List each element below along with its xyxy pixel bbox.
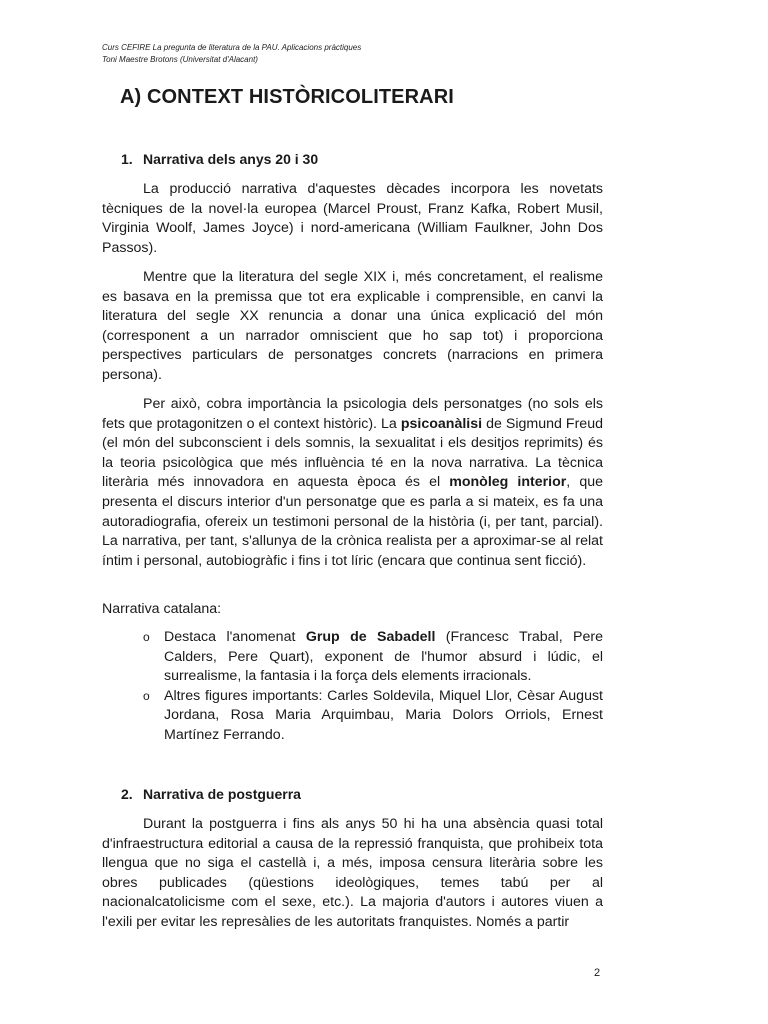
p3-text-a: Per això, cobra importància la psicologia dels personatges (no sols els fets que protagonitzen o el context històric). La [102, 396, 603, 432]
section-2-number: 2. [121, 786, 133, 802]
catalan-narrative-label: Narrativa catalana: [102, 601, 222, 617]
p3-text-e: , que presenta el discurs interior d'un personatge que es parla a si mateix, es fa una autoradiografia, ofereix un testimoni personal de la història (i, per tant, parcial). La narrativa, per tant, s'allunya de la crònica realista per a aproximar-se al relat íntim i personal, autobiogràfic i fins i tot líric (encara que continua sent ficció). [102, 474, 603, 569]
section-1-paragraph-1: La producció narrativa d'aquestes dècades incorpora les novetats tècniques de la novel·la europea (Marcel Proust, Franz Kafka, Robert Musil, Virginia Woolf, James Joyce) i nord-americana (William Faulkner, John Dos Passos). [102, 181, 603, 256]
bullet-1-text-a: Destaca l'anomenat [164, 629, 306, 645]
header-course-line: Curs CEFIRE La pregunta de literatura de la PAU. Aplicacions pràctiques [102, 43, 362, 52]
page-title: A) CONTEXT HISTÒRICOLITERARI [120, 86, 454, 108]
bullet-circle-icon: o [143, 630, 150, 644]
bullet-circle-icon: o [143, 688, 150, 703]
section-1-heading [121, 151, 318, 167]
section-2-title: Narrativa de postguerra [143, 786, 301, 802]
bullet-1-text-c: (Francesc Trabal, Pere Calders, Pere Quart), exponent de l'humor absurd i lúdic, el surrealisme, la fantasia i la força dels elements irracionals. [164, 629, 603, 685]
document-header [102, 42, 361, 66]
list-item [143, 687, 603, 746]
section-1-paragraph-2: Mentre que la literatura del segle XIX i, més concretament, el realisme es basava en la premissa que tot era explicable i comprensible, en canvi la literatura del segle XX renuncia a donar una única explicació del món (corresponent a un narrador omniscient que ho sap tot) i proporciona perspectives particulars de personatges concrets (narracions en primera persona). [102, 269, 603, 383]
term-psicoanalisi: psicoanàlisi [400, 415, 483, 432]
catalan-narrative-list [143, 628, 603, 746]
section-1-title: Narrativa dels anys 20 i 30 [143, 151, 319, 167]
bullet-2-text: Altres figures importants: Carles Soldevila, Miquel Llor, Cèsar August Jordana, Rosa Maria Arquimbau, Maria Dolors Orriols, Ernest Martínez Ferrando. [164, 687, 603, 743]
section-1-number: 1. [121, 151, 133, 167]
list-item [143, 628, 603, 687]
term-grup-de-sabadell: Grup de Sabadell [305, 629, 436, 645]
p3-text-c: de Sigmund Freud (el món del subconscient i dels somnis, la sexualitat i els desitjos reprimits) és la teoria psicològica que més influència té en la nova narrativa. La tècnica literària més innovadora en aquesta època és el [102, 415, 603, 491]
term-monoleg-interior: monòleg interior [449, 474, 567, 491]
section-2-heading [121, 786, 301, 802]
section-2-paragraph-1: Durant la postguerra i fins als anys 50 hi ha una absència quasi total d'infraestructura editorial a causa de la repressió franquista, que prohibeix tota llengua que no siga el castellà i, a més, imposa censura literària sobre les obres publicades (qüestions ideològiques, temes tabú per al nacionalcatolicisme com el sexe, etc.). La majoria d'autors i autores viuen a l'exili per evitar les represàlies de les autoritats franquistes. Només a partir [102, 816, 603, 930]
section-1-paragraph-3 [102, 395, 603, 571]
header-author-line: Toni Maestre Brotons (Universitat d'Alacant) [102, 55, 258, 64]
page-number: 2 [594, 967, 601, 979]
